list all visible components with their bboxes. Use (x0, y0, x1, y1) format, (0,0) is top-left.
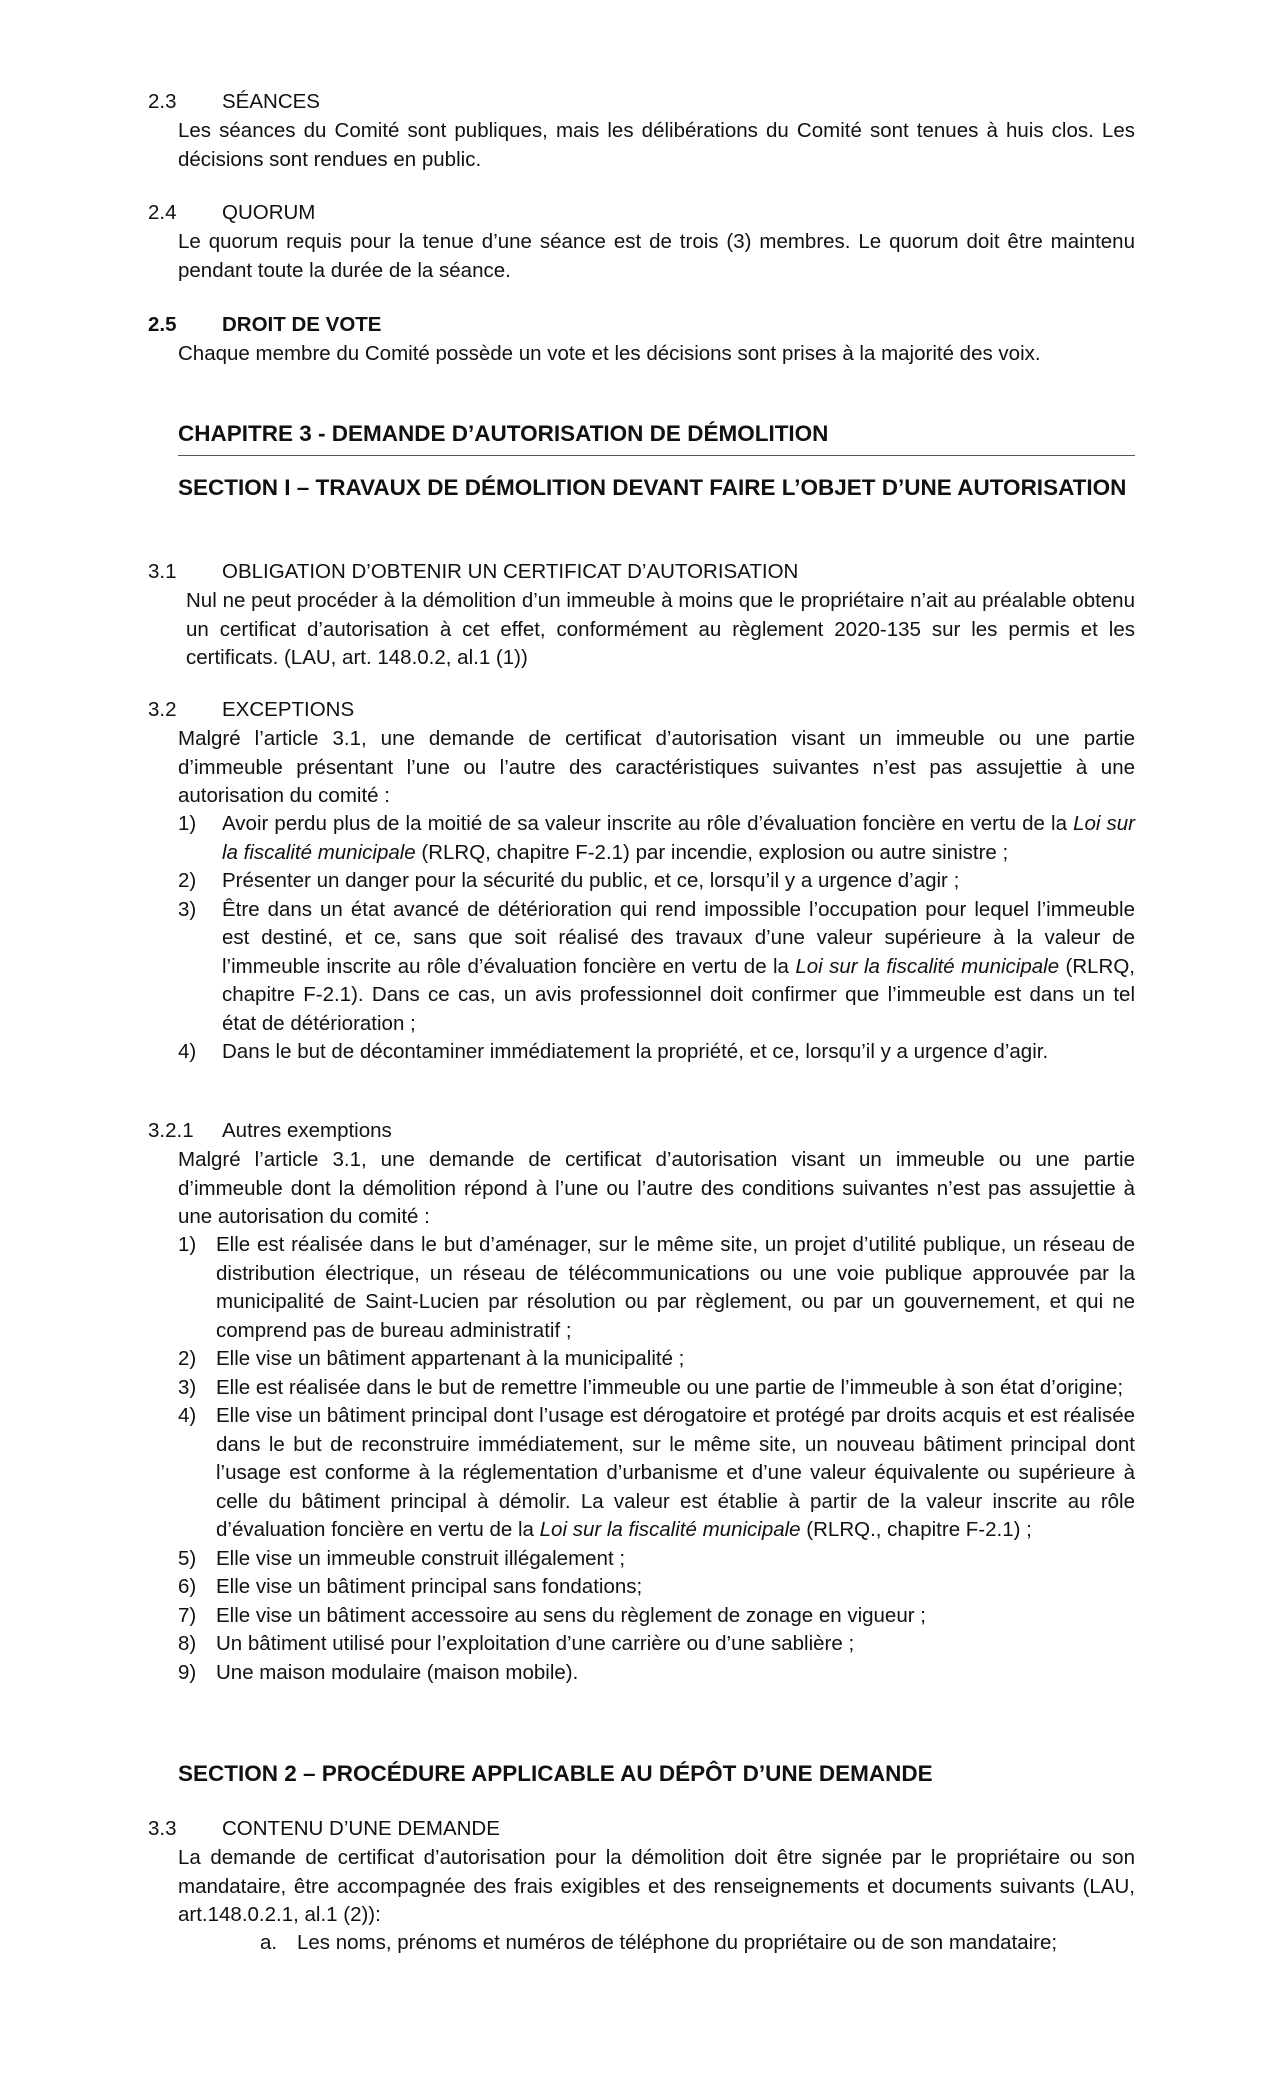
article-heading-3-3 (148, 1815, 500, 1844)
section-2-title: SECTION 2 – PROCÉDURE APPLICABLE AU DÉPÔT D’UNE DEMANDE (178, 1761, 933, 1786)
article-number: 2.3 (148, 90, 177, 113)
list-marker: 4) (178, 1404, 197, 1427)
list-marker: a. (260, 1931, 278, 1954)
list-item-text-cont: (RLRQ, chapitre F-2.1). Dans ce cas, un avis professionnel doit confirmer que l’immeuble est dans un tel état de détérioration ; (222, 954, 1135, 1035)
article-body-3-2: Malgré l’article 3.1, une demande de certificat d’autorisation visant un immeuble ou une partie d’immeuble présentant l’une ou l’autre des caractéristiques suivantes n’est pas assujettie à une autorisation du comité : (178, 727, 1135, 807)
list-item (260, 1929, 1135, 1958)
law-title: Loi sur la fiscalité municipale (795, 954, 1060, 978)
chapter-title: CHAPITRE 3 - DEMANDE D’AUTORISATION DE DÉMOLITION (178, 421, 829, 446)
list-item (178, 1545, 1135, 1574)
list-item-text: Une maison modulaire (maison mobile). (216, 1660, 579, 1684)
list-item-text: Elle vise un bâtiment principal sans fondations; (216, 1575, 643, 1598)
list-item-text: Elle vise un immeuble construit illégalement ; (216, 1546, 626, 1570)
list-marker: 9) (178, 1660, 197, 1684)
list-item (178, 1231, 1135, 1345)
list-item (178, 896, 1135, 1039)
article-title: EXCEPTIONS (222, 698, 355, 721)
section-1-title: SECTION I – TRAVAUX DE DÉMOLITION DEVANT FAIRE L’OBJET D’UNE AUTORISATION (178, 475, 1127, 500)
list-item (178, 1038, 1135, 1067)
list-item (178, 1573, 1135, 1602)
list-item-text-cont: (RLRQ, chapitre F-2.1) par incendie, explosion ou autre sinistre ; (415, 840, 1009, 864)
list-marker: 5) (178, 1546, 197, 1570)
article-heading-2-4 (148, 199, 315, 228)
list-item (178, 1630, 1135, 1659)
article-body-2-5: Chaque membre du Comité possède un vote et les décisions sont prises à la majorité des voix. (178, 342, 1041, 365)
article-body-3-2-1: Malgré l’article 3.1, une demande de certificat d’autorisation visant un immeuble ou une partie d’immeuble dont la démolition répond à l’une ou l’autre des conditions suivantes n’est pas assujettie à une autorisation du comité : (178, 1148, 1135, 1228)
list-item-text-cont: (RLRQ., chapitre F-2.1) ; (800, 1518, 1032, 1541)
list-item-text: Présenter un danger pour la sécurité du public, et ce, lorsqu’il y a urgence d’agir ; (222, 869, 960, 892)
list-item-text: Elle vise un bâtiment appartenant à la municipalité ; (216, 1347, 685, 1370)
article-heading-3-2 (148, 696, 354, 725)
article-title: Autres exemptions (222, 1119, 392, 1142)
list-marker: 8) (178, 1632, 197, 1655)
article-body-3-1: Nul ne peut procéder à la démolition d’un immeuble à moins que le propriétaire n’ait au préalable obtenu un certificat d’autorisation à cet effet, conformément au règlement 2020-135 sur les permis et les certificats. (LAU, art. 148.0.2, al.1 (1)) (186, 589, 1135, 669)
list-item-text: Dans le but de décontaminer immédiatement la propriété, et ce, lorsqu’il y a urgence d’agir. (222, 1040, 1049, 1063)
list-item (178, 1602, 1135, 1631)
list-marker: 1) (178, 1233, 197, 1256)
article-heading-2-5 (148, 311, 381, 340)
article-title: DROIT DE VOTE (222, 313, 382, 336)
list-item (178, 1345, 1135, 1374)
article-title: SÉANCES (222, 90, 320, 113)
article-number: 3.3 (148, 1817, 177, 1840)
list-marker: 2) (178, 869, 197, 892)
article-body-3-3: La demande de certificat d’autorisation pour la démolition doit être signée par le propriétaire ou son mandataire, être accompagnée des frais exigibles et des renseignements et documents suivants (LAU, art.148.0.2.1, al.1 (2)): (178, 1846, 1135, 1926)
exceptions-list (178, 810, 1135, 1067)
list-marker: 7) (178, 1603, 197, 1627)
exemptions-list (178, 1231, 1135, 1687)
list-item (178, 867, 1135, 896)
article-number: 3.2.1 (148, 1119, 194, 1142)
article-number: 2.4 (148, 201, 177, 224)
list-marker: 3) (178, 1375, 197, 1399)
list-marker: 2) (178, 1347, 197, 1370)
article-number: 3.2 (148, 698, 177, 721)
article-title: OBLIGATION D’OBTENIR UN CERTIFICAT D’AUTORISATION (222, 560, 799, 583)
list-item-text: Être dans un état avancé de détérioration qui rend impossible l’occupation pour lequel l’immeuble est destiné, et ce, sans que soit réalisé des travaux d’une valeur supérieure à la valeur de l’immeuble inscrite au rôle d’évaluation foncière en vertu de la (222, 897, 1135, 978)
article-body-2-4: Le quorum requis pour la tenue d’une séance est de trois (3) membres. Le quorum doit être maintenu pendant toute la durée de la séance. (178, 230, 1135, 282)
article-heading-3-1 (148, 558, 798, 587)
list-item-text: Les noms, prénoms et numéros de téléphone du propriétaire ou de son mandataire; (297, 1931, 1058, 1954)
article-number: 3.1 (148, 560, 177, 583)
article-body-2-3: Les séances du Comité sont publiques, mais les délibérations du Comité sont tenues à huis clos. Les décisions sont rendues en public. (178, 119, 1135, 171)
list-marker: 1) (178, 812, 197, 835)
article-number: 2.5 (148, 313, 177, 336)
article-title: CONTENU D’UNE DEMANDE (222, 1817, 500, 1840)
law-title: Loi sur la fiscalité municipale (539, 1518, 801, 1541)
article-heading-2-3 (148, 88, 320, 117)
list-item-text: Elle vise un bâtiment accessoire au sens du règlement de zonage en vigueur ; (216, 1603, 926, 1627)
article-heading-3-2-1 (148, 1117, 392, 1146)
law-title: Loi sur la fiscalité municipale (222, 812, 1135, 864)
list-item-text: Elle est réalisée dans le but de remettre l’immeuble ou une partie de l’immeuble à son état d’origine; (216, 1375, 1124, 1399)
list-item (178, 1374, 1135, 1403)
list-item (178, 1402, 1135, 1545)
list-item-text: Un bâtiment utilisé pour l’exploitation d’une carrière ou d’une sablière ; (216, 1632, 855, 1655)
chapter-divider (178, 455, 1135, 456)
documents-list (260, 1929, 1135, 1958)
list-item-text: Elle vise un bâtiment principal dont l’usage est dérogatoire et protégé par droits acquis et est réalisée dans le but de reconstruire immédiatement, sur le même site, un nouveau bâtiment principal dont l’usage est conforme à la réglementation d’urbanisme et d’une valeur équivalente ou supérieure à celle du bâtiment principal à démolir. La valeur est établie à partir de la valeur inscrite au rôle d’évaluation foncière en vertu de la (216, 1404, 1135, 1541)
list-item-text: Elle est réalisée dans le but d’aménager, sur le même site, un projet d’utilité publique, un réseau de distribution électrique, un réseau de télécommunications ou une voie publique approuvée par la municipalité de Saint-Lucien par résolution ou par règlement, ou par un gouvernement, et qui ne comprend pas de bureau administratif ; (216, 1233, 1135, 1342)
list-marker: 3) (178, 897, 197, 921)
list-marker: 4) (178, 1040, 197, 1063)
article-title: QUORUM (222, 201, 316, 224)
list-item (178, 1659, 1135, 1688)
list-item (178, 810, 1135, 867)
list-marker: 6) (178, 1575, 197, 1598)
list-item-text: Avoir perdu plus de la moitié de sa valeur inscrite au rôle d’évaluation foncière en vertu de la (222, 812, 1074, 835)
